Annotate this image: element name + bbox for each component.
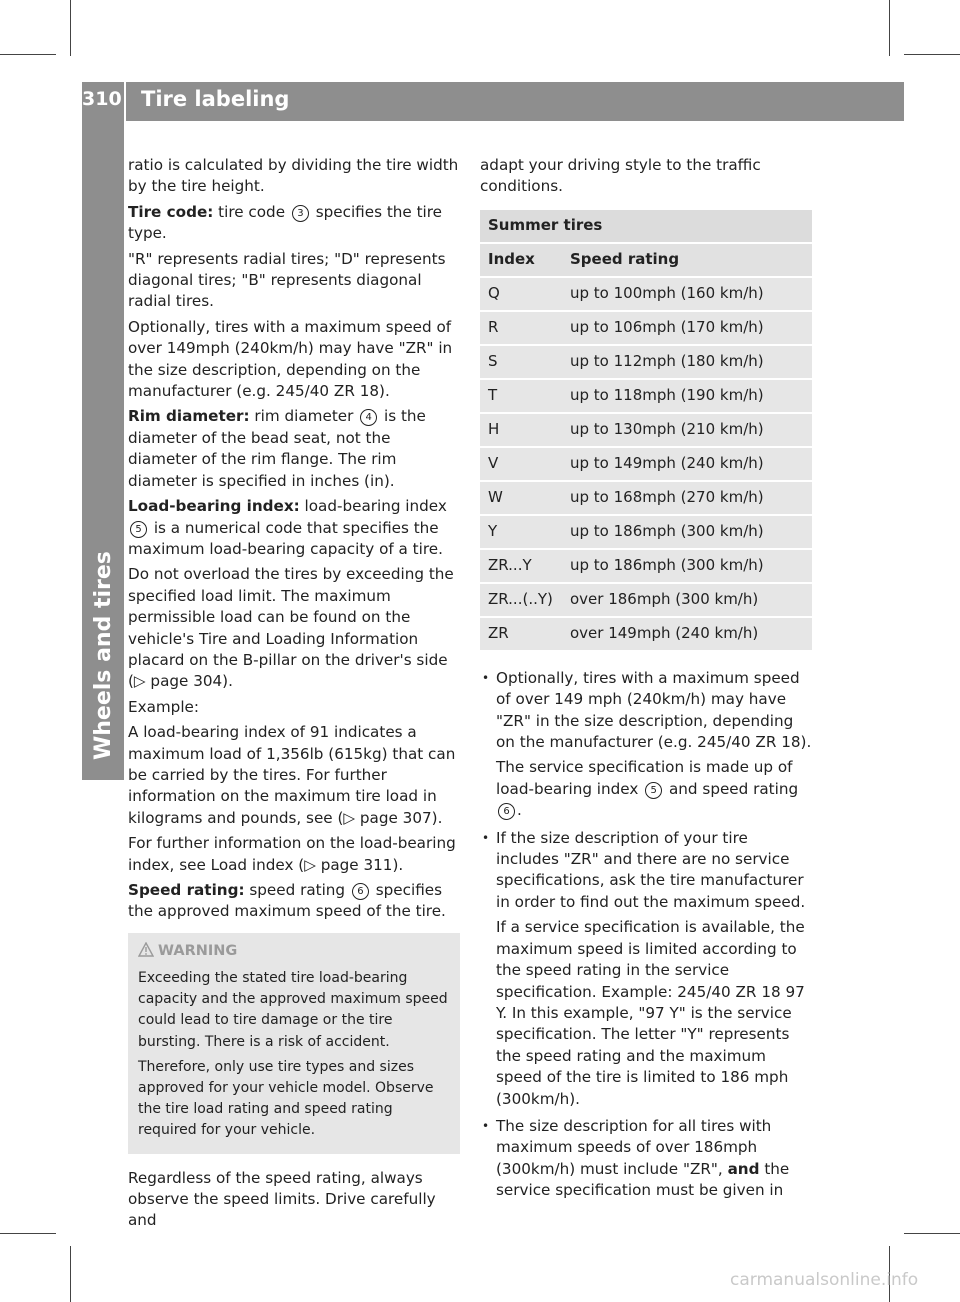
callout-number-icon: 5 xyxy=(130,521,147,538)
index-cell: V xyxy=(480,448,562,480)
warning-triangle-icon xyxy=(138,942,154,964)
warning-text: Exceeding the stated tire load-bearing capacity and the approved maximum speed could lead to tire damage or the tire bursting. There is a risk of accident. xyxy=(138,970,448,1050)
speed-rating-cell: up to 168mph (270 km/h) xyxy=(562,482,812,514)
index-cell: W xyxy=(480,482,562,514)
index-cell: ZR...Y xyxy=(480,550,562,582)
header-separator xyxy=(124,82,126,121)
warning-box xyxy=(128,933,460,1154)
speed-rating-cell: over 186mph (300 km/h) xyxy=(562,584,812,616)
index-cell: ZR...(..Y) xyxy=(480,584,562,616)
paragraph-rim-diameter: Rim diameter: rim diameter 4 is the diameter of the bead seat, not the diameter of the rim flange. The rim diameter is specified in inches (in). xyxy=(128,407,426,490)
paragraph: Optionally, tires with a maximum speed of over 149mph (240km/h) may have "ZR" in the size description, depending on the manufacturer (e.g. 245/40 ZR 18). xyxy=(128,317,453,401)
page-number: 310 xyxy=(82,88,122,110)
paragraph: A load-bearing index of 91 indicates a maximum load of 1,356lb (615kg) that can be carried by the tires. For further information on the maximum tire load in kilograms and pounds, see (▷ page 307). xyxy=(128,723,456,827)
callout-number-icon: 6 xyxy=(352,883,369,900)
paragraph: Regardless of the speed rating, always observe the speed limits. Drive carefully and xyxy=(128,1168,436,1230)
table-row xyxy=(480,550,812,582)
paragraph-speed-rating: Speed rating: speed rating 6 specifies the approved maximum speed of the tire. xyxy=(128,881,446,921)
speed-rating-cell: up to 149mph (240 km/h) xyxy=(562,448,812,480)
speed-rating-cell: up to 106mph (170 km/h) xyxy=(562,312,812,344)
term-label: Load-bearing index: xyxy=(128,497,300,516)
callout-number-icon: 4 xyxy=(360,409,377,426)
index-cell: ZR xyxy=(480,618,562,650)
speed-rating-cell: up to 118mph (190 km/h) xyxy=(562,380,812,412)
paragraph: ratio is calculated by dividing the tire width by the tire height. xyxy=(128,156,459,196)
column-header: Speed rating xyxy=(562,244,812,276)
paragraph: adapt your driving style to the traffic conditions. xyxy=(480,156,761,196)
table-row xyxy=(480,278,812,310)
paragraph-tire-code: Tire code: tire code 3 specifies the tire type. xyxy=(128,202,443,243)
callout-number-icon: 6 xyxy=(498,803,515,820)
crop-mark xyxy=(0,54,56,55)
paragraph: "R" represents radial tires; "D" represents diagonal tires; "B" represents diagonal radial tires. xyxy=(128,249,446,311)
crop-mark xyxy=(70,1246,71,1302)
table-caption: Summer tires xyxy=(480,210,812,242)
speed-rating-cell: up to 112mph (180 km/h) xyxy=(562,346,812,378)
index-cell: H xyxy=(480,414,562,446)
crop-mark xyxy=(0,1233,56,1234)
speed-rating-cell: up to 186mph (300 km/h) xyxy=(562,550,812,582)
list-item: • If the size description of your tire includes "ZR" and there are no service specifications, ask the tire manufacturer in order to find out the maximum speed. If a service specification is available, the maximum speed is limited according to the speed rating in the service specification. Example: 245/40 ZR 18 97 Y. In this example, "97 Y" is the service specification. The letter "Y" represents the speed rating and the maximum speed of the tire is limited to 186 mph (300km/h). xyxy=(480,828,814,1110)
table-row xyxy=(480,584,812,616)
table-row xyxy=(480,618,812,650)
crop-mark xyxy=(70,0,71,56)
table-row xyxy=(480,516,812,548)
paragraph-load-index: Load-bearing index: load-bearing index 5 is a numerical code that specifies the maximum load-bearing capacity of a tire. xyxy=(128,497,447,558)
table-row xyxy=(480,312,812,344)
page-title: Tire labeling xyxy=(141,87,290,111)
index-cell: Y xyxy=(480,516,562,548)
paragraph: Example: xyxy=(128,697,200,716)
list-item: • The size description for all tires with maximum speeds of over 186mph (300km/h) must include "ZR", and the service specification must be given in xyxy=(480,1116,814,1202)
warning-heading: WARNING xyxy=(138,941,450,964)
side-tab-label: Wheels and tires xyxy=(91,551,116,760)
speed-rating-cell: up to 186mph (300 km/h) xyxy=(562,516,812,548)
crop-mark xyxy=(889,0,890,56)
index-cell: R xyxy=(480,312,562,344)
table-row xyxy=(480,448,812,480)
term-label: Speed rating: xyxy=(128,881,245,899)
list-item: • Optionally, tires with a maximum speed of over 149 mph (240km/h) may have "ZR" in the size description, depending on the manufacturer (e.g. 245/40 ZR 18). The service specification is made up of load-bearing index 5 and speed rating 6 . xyxy=(480,668,814,822)
table-row xyxy=(480,414,812,446)
table-row xyxy=(480,346,812,378)
left-column xyxy=(128,155,460,1236)
column-header: Index xyxy=(480,244,562,276)
index-cell: S xyxy=(480,346,562,378)
term-label: Tire code: xyxy=(128,202,214,221)
speed-rating-cell: over 149mph (240 km/h) xyxy=(562,618,812,650)
term-label: Rim diameter: xyxy=(128,407,250,426)
table-row xyxy=(480,482,812,514)
table-row xyxy=(480,380,812,412)
paragraph: For further information on the load-bearing index, see Load index (▷ page 311). xyxy=(128,834,456,874)
watermark: carmanualsonline.info xyxy=(730,1270,919,1290)
speed-rating-cell: up to 100mph (160 km/h) xyxy=(562,278,812,310)
index-cell: T xyxy=(480,380,562,412)
callout-number-icon: 5 xyxy=(645,782,662,799)
warning-text: Therefore, only use tire types and sizes approved for your vehicle model. Observe the tire load rating and speed rating required for your vehicle. xyxy=(138,1058,434,1139)
index-cell: Q xyxy=(480,278,562,310)
crop-mark xyxy=(904,1233,960,1234)
callout-number-icon: 3 xyxy=(292,205,309,222)
crop-mark xyxy=(904,54,960,55)
right-column xyxy=(480,155,814,1208)
speed-rating-cell: up to 130mph (210 km/h) xyxy=(562,414,812,446)
paragraph: Do not overload the tires by exceeding the specified load limit. The maximum permissible load can be found on the vehicle's Tire and Loading Information placard on the B-pillar on the driver's side (▷ page 304). xyxy=(128,565,454,691)
speed-rating-table xyxy=(480,208,812,652)
